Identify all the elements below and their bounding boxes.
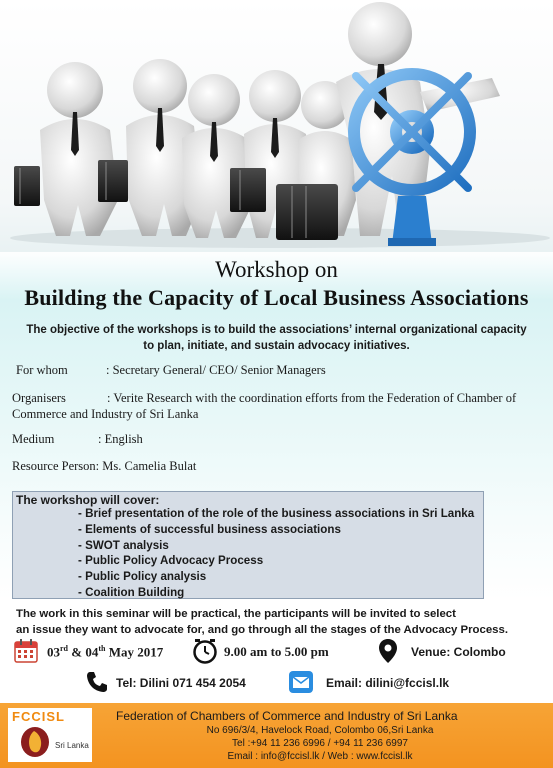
date-rest: May 2017	[105, 644, 164, 660]
contact-phone: Tel: Dilini 071 454 2054	[116, 676, 246, 690]
title-line-1: Workshop on	[215, 257, 338, 282]
practical-note	[16, 606, 541, 638]
federation-address: No 696/3/4, Havelock Road, Colombo 06,Sri Lanka	[206, 725, 434, 736]
federation-tel: Tel :+94 11 236 6996 / +94 11 236 6997	[232, 738, 408, 749]
sri-lanka-map-icon	[20, 726, 50, 758]
calendar-icon	[14, 639, 38, 663]
practical-line-2: an issue they want to advocate for, and go through all the stages of the Advocacy Process.	[16, 624, 509, 636]
date-sup1: rd	[60, 644, 68, 653]
contact-email: Email: dilini@fccisl.lk	[326, 676, 450, 690]
event-date	[47, 644, 163, 660]
coverage-title: The workshop will cover:	[16, 493, 160, 507]
event-time: 9.00 am to 5.00 pm	[224, 644, 329, 659]
federation-web: Email : info@fccisl.lk / Web : www.fccisl.lk	[227, 751, 413, 762]
list-item: - Coalition Building	[78, 585, 185, 599]
clock-icon	[192, 638, 218, 664]
title-line-2: Building the Capacity of Local Business Associations	[24, 285, 529, 310]
for-whom-value: : Secretary General/ CEO/ Senior Managers	[106, 363, 326, 377]
for-whom-row	[16, 362, 326, 378]
medium-label: Medium	[12, 432, 55, 446]
coverage-list	[78, 506, 474, 601]
list-item: - SWOT analysis	[78, 538, 169, 552]
for-whom-label: For whom	[16, 363, 68, 377]
medium-row	[12, 431, 143, 447]
logo-subtitle: Sri Lanka	[55, 741, 89, 750]
organisers-value-line2: Commerce and Industry of Sri Lanka	[12, 407, 199, 421]
event-venue: Venue: Colombo	[411, 645, 506, 659]
envelope-icon	[288, 670, 314, 694]
resource-person: Resource Person: Ms. Camelia Bulat	[12, 459, 197, 473]
list-item: - Elements of successful business associations	[78, 522, 341, 536]
organisers-value-line1: : Verite Research with the coordination efforts from the Federation of Chamber of	[107, 391, 517, 405]
logo-text: FCCISL	[12, 709, 65, 724]
date-amp: & 04	[68, 644, 99, 660]
business-team-ship-wheel-image	[0, 0, 553, 252]
practical-line-1: The work in this seminar will be practical, the participants will be invited to select	[16, 608, 456, 620]
phone-icon	[86, 671, 108, 693]
date-sup2: th	[98, 644, 106, 653]
federation-name: Federation of Chambers of Commerce and Industry of Sri Lanka	[116, 709, 458, 723]
date-day1: 03	[47, 644, 60, 660]
medium-value: : English	[98, 432, 143, 446]
organisers-row	[12, 390, 542, 422]
organisers-label: Organisers	[12, 391, 66, 405]
list-item: - Public Policy analysis	[78, 570, 207, 584]
list-item: - Public Policy Advocacy Process	[78, 554, 264, 568]
objective-text: The objective of the workshops is to build the associations’ internal organizational capacity to plan, initiate, and sustain advocacy initiatives.	[26, 324, 527, 352]
list-item: - Brief presentation of the role of the business associations in Sri Lanka	[78, 507, 475, 520]
hero-illustration	[0, 0, 553, 252]
location-pin-icon	[378, 638, 398, 664]
